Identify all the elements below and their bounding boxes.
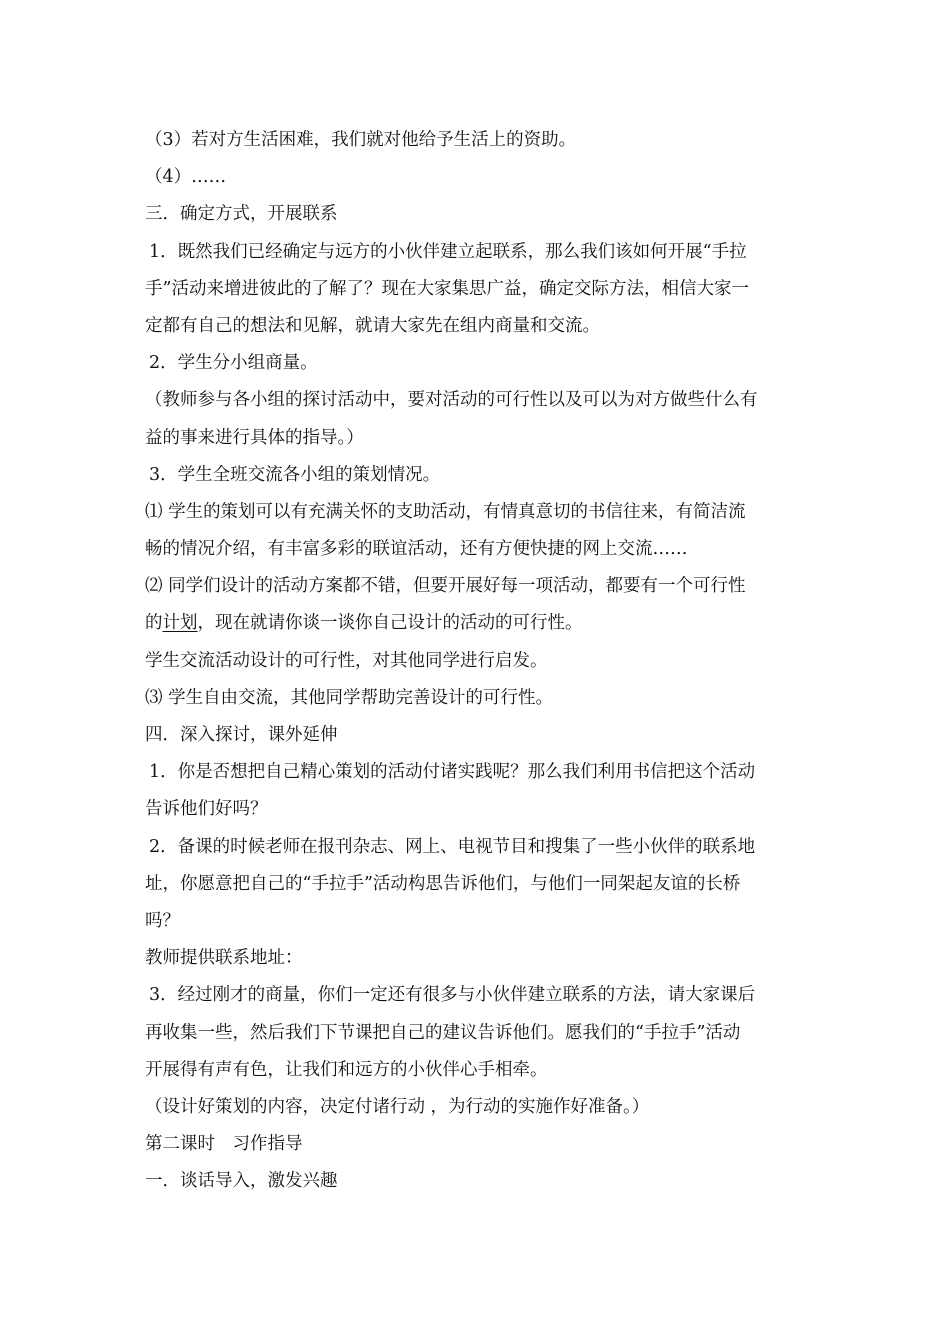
paragraph-line: 1．你是否想把自己精心策划的活动付诸实践呢？那么我们利用书信把这个活动 bbox=[149, 762, 756, 783]
paragraph-line: 教师提供联系地址： bbox=[145, 948, 303, 969]
paragraph-line: 吗？ bbox=[145, 910, 180, 931]
document-body bbox=[145, 122, 809, 1200]
underlined-word: 计划 bbox=[162, 613, 198, 634]
paragraph-line: 开展得有声有色，让我们和远方的小伙伴心手相牵。 bbox=[145, 1059, 548, 1080]
paragraph-line: 址，你愿意把自己的“手拉手”活动构思告诉他们，与他们一同架起友谊的长桥 bbox=[145, 873, 741, 894]
paragraph-line: ⑴ 学生的策划可以有充满关怀的支助活动，有情真意切的书信往来，有简洁流 bbox=[145, 501, 746, 522]
paragraph-line: 畅的情况介绍，有丰富多彩的联谊活动，还有方便快捷的网上交流…… bbox=[145, 539, 688, 560]
paragraph-line: 告诉他们好吗？ bbox=[145, 799, 268, 820]
section-heading: 三．确定方式，开展联系 bbox=[145, 204, 338, 225]
paragraph-line: 手”活动来增进彼此的了解了？现在大家集思广益，确定交际方法，相信大家一 bbox=[145, 278, 749, 299]
section-heading: 第二课时 习作指导 bbox=[145, 1134, 303, 1155]
paragraph-line: （教师参与各小组的探讨活动中，要对活动的可行性以及可以为对方做些什么有 bbox=[145, 390, 758, 411]
paragraph-line: 3．学生全班交流各小组的策划情况。 bbox=[149, 464, 441, 485]
paragraph-line: ⑶ 学生自由交流，其他同学帮助完善设计的可行性。 bbox=[145, 687, 554, 708]
section-heading: 四．深入探讨，课外延伸 bbox=[145, 725, 338, 745]
paragraph-line: 益的事来进行具体的指导。） bbox=[145, 427, 364, 448]
paragraph-line: 1．既然我们已经确定与远方的小伙伴建立起联系，那么我们该如何开展“手拉 bbox=[149, 241, 747, 262]
text-run: ，现在就请你谈一谈你自己设计的活动的可行性。 bbox=[197, 613, 583, 634]
paragraph-line: 2．备课的时候老师在报刊杂志、网上、电视节目和搜集了一些小伙伴的联系地 bbox=[149, 836, 756, 857]
paragraph-line: 再收集一些，然后我们下节课把自己的建议告诉他们。愿我们的“手拉手”活动 bbox=[145, 1022, 741, 1043]
paragraph-line: 学生交流活动设计的可行性，对其他同学进行启发。 bbox=[145, 650, 548, 671]
paragraph-line: 定都有自己的想法和见解，就请大家先在组内商量和交流。 bbox=[145, 315, 600, 336]
text-run: 的 bbox=[145, 613, 163, 634]
paragraph-line: （设计好策划的内容，决定付诸行动 ，为行动的实施作好准备。） bbox=[145, 1096, 650, 1117]
paragraph-line: 2．学生分小组商量。 bbox=[149, 353, 318, 374]
paragraph-line: （3）若对方生活困难，我们就对他给予生活上的资助。 bbox=[145, 130, 577, 150]
paragraph-line: ⑵ 同学们设计的活动方案都不错，但要开展好每一项活动，都要有一个可行性 bbox=[145, 576, 746, 597]
paragraph-line: （4）…… bbox=[145, 167, 227, 188]
paragraph-line bbox=[145, 605, 809, 642]
paragraph-line: 3．经过刚才的商量，你们一定还有很多与小伙伴建立联系的方法，请大家课后 bbox=[149, 985, 756, 1006]
section-heading: 一．谈话导入，激发兴趣 bbox=[145, 1171, 338, 1192]
